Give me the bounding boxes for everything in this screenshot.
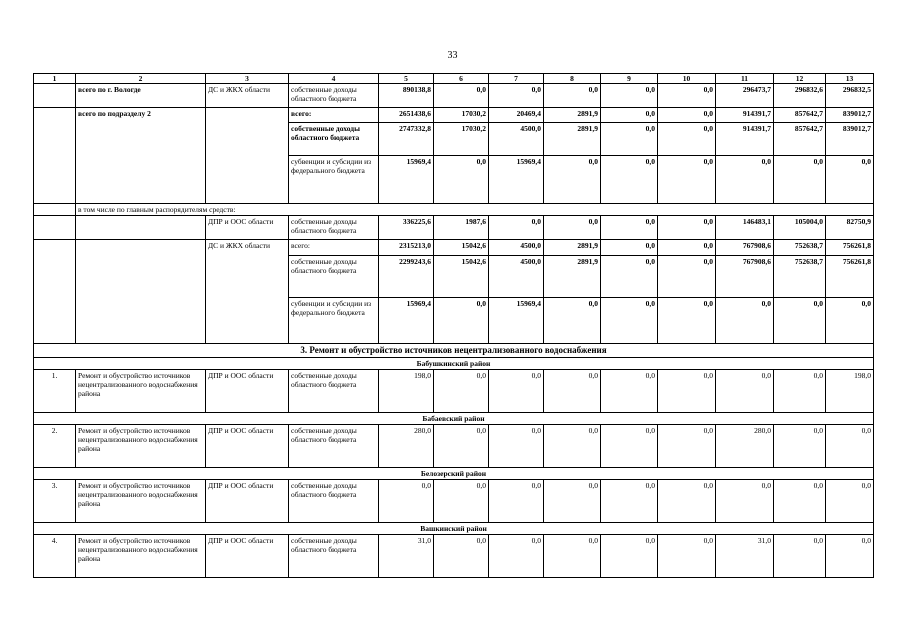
value-cell: 0,0: [774, 480, 826, 523]
table-row: [34, 216, 874, 240]
value-cell: 0,0: [658, 84, 716, 108]
value-cell: 2891,9: [544, 256, 601, 298]
source-cell: собственные доходы областного бюджета: [289, 256, 379, 298]
value-cell: 0,0: [658, 298, 716, 344]
item-name: Ремонт и обустройство источников нецентрализованного водоснабжения района: [76, 370, 206, 413]
value-cell: 0,0: [544, 216, 601, 240]
value-cell: 0,0: [489, 425, 544, 468]
value-cell: 0,0: [489, 480, 544, 523]
value-cell: 0,0: [544, 535, 601, 578]
budget-table: [33, 73, 874, 578]
value-cell: 0,0: [544, 84, 601, 108]
value-cell: 857642,7: [774, 108, 826, 123]
district-name: Бабаевский район: [34, 413, 874, 425]
value-cell: 0,0: [544, 480, 601, 523]
value-cell: 0,0: [601, 370, 658, 413]
value-cell: 0,0: [601, 425, 658, 468]
value-cell: 0,0: [601, 84, 658, 108]
value-cell: 0,0: [544, 298, 601, 344]
value-cell: 15042,6: [434, 240, 489, 256]
managers-note: в том числе по главным распорядителям средств:: [76, 204, 874, 216]
value-cell: 31,0: [716, 535, 774, 578]
value-cell: 2891,9: [544, 123, 601, 156]
table-cell: [34, 240, 76, 344]
table-row: [34, 74, 874, 84]
row-title: всего по г. Вологде: [76, 84, 206, 108]
table-cell: [34, 204, 76, 216]
column-header: 12: [774, 74, 826, 84]
table-row: [34, 240, 874, 256]
value-cell: 0,0: [489, 216, 544, 240]
value-cell: 752638,7: [774, 240, 826, 256]
value-cell: 105004,0: [774, 216, 826, 240]
value-cell: 198,0: [379, 370, 434, 413]
value-cell: 4500,0: [489, 123, 544, 156]
value-cell: 2315213,0: [379, 240, 434, 256]
table-row: [34, 344, 874, 358]
source-cell: субвенции и субсидии из федерального бюджета: [289, 156, 379, 204]
value-cell: 0,0: [774, 535, 826, 578]
value-cell: 0,0: [434, 156, 489, 204]
value-cell: 0,0: [434, 425, 489, 468]
value-cell: 0,0: [774, 425, 826, 468]
table-cell: [34, 108, 76, 204]
source-cell: собственные доходы областного бюджета: [289, 216, 379, 240]
value-cell: 0,0: [544, 370, 601, 413]
district-name: Белозерский район: [34, 468, 874, 480]
value-cell: 1987,6: [434, 216, 489, 240]
table-row: [34, 468, 874, 480]
org-cell: ДПР и ООС области: [206, 216, 289, 240]
value-cell: 0,0: [716, 480, 774, 523]
value-cell: 767908,6: [716, 256, 774, 298]
value-cell: 0,0: [434, 480, 489, 523]
column-header: 7: [489, 74, 544, 84]
source-cell: собственные доходы областного бюджета: [289, 84, 379, 108]
value-cell: 0,0: [601, 108, 658, 123]
value-cell: 31,0: [379, 535, 434, 578]
value-cell: 336225,6: [379, 216, 434, 240]
value-cell: 296832,6: [774, 84, 826, 108]
value-cell: 914391,7: [716, 123, 774, 156]
value-cell: 296832,5: [826, 84, 874, 108]
column-header: 11: [716, 74, 774, 84]
value-cell: 756261,8: [826, 256, 874, 298]
value-cell: 0,0: [716, 156, 774, 204]
value-cell: 0,0: [658, 480, 716, 523]
value-cell: 0,0: [601, 480, 658, 523]
column-header: 6: [434, 74, 489, 84]
table-row: [34, 523, 874, 535]
value-cell: 0,0: [774, 298, 826, 344]
table-row: [34, 358, 874, 370]
value-cell: 0,0: [601, 240, 658, 256]
value-cell: 198,0: [826, 370, 874, 413]
value-cell: 0,0: [826, 298, 874, 344]
value-cell: 0,0: [601, 216, 658, 240]
value-cell: 890138,8: [379, 84, 434, 108]
table-cell: [34, 84, 76, 108]
value-cell: 280,0: [716, 425, 774, 468]
value-cell: 4500,0: [489, 256, 544, 298]
org-cell: ДС и ЖКХ области: [206, 84, 289, 108]
value-cell: 2299243,6: [379, 256, 434, 298]
value-cell: 20469,4: [489, 108, 544, 123]
column-header: 13: [826, 74, 874, 84]
value-cell: 0,0: [434, 84, 489, 108]
source-cell: всего:: [289, 240, 379, 256]
source-cell: субвенции и субсидии из федерального бюджета: [289, 298, 379, 344]
source-cell: собственные доходы областного бюджета: [289, 480, 379, 523]
table-row: [34, 413, 874, 425]
value-cell: 0,0: [379, 480, 434, 523]
source-cell: собственные доходы областного бюджета: [289, 370, 379, 413]
value-cell: 0,0: [489, 84, 544, 108]
source-cell: всего:: [289, 108, 379, 123]
column-header: 8: [544, 74, 601, 84]
column-header: 1: [34, 74, 76, 84]
district-name: Вашкинский район: [34, 523, 874, 535]
value-cell: 0,0: [658, 216, 716, 240]
value-cell: 0,0: [658, 240, 716, 256]
value-cell: 2891,9: [544, 108, 601, 123]
table-row: [34, 204, 874, 216]
table-row: [34, 480, 874, 523]
value-cell: 4500,0: [489, 240, 544, 256]
org-cell: ДПР и ООС области: [206, 480, 289, 523]
value-cell: 914391,7: [716, 108, 774, 123]
table-cell: [34, 216, 76, 240]
value-cell: 296473,7: [716, 84, 774, 108]
source-cell: собственные доходы областного бюджета: [289, 123, 379, 156]
value-cell: 0,0: [716, 370, 774, 413]
source-cell: собственные доходы областного бюджета: [289, 535, 379, 578]
item-name: Ремонт и обустройство источников нецентрализованного водоснабжения района: [76, 425, 206, 468]
value-cell: 839012,7: [826, 123, 874, 156]
value-cell: 0,0: [658, 535, 716, 578]
column-header: 4: [289, 74, 379, 84]
value-cell: 0,0: [489, 535, 544, 578]
value-cell: 857642,7: [774, 123, 826, 156]
value-cell: 0,0: [489, 370, 544, 413]
column-header: 9: [601, 74, 658, 84]
value-cell: 82750,9: [826, 216, 874, 240]
value-cell: 17030,2: [434, 108, 489, 123]
org-cell: ДПР и ООС области: [206, 425, 289, 468]
value-cell: 0,0: [434, 370, 489, 413]
org-cell: ДС и ЖКХ области: [206, 240, 289, 344]
section-title: 3. Ремонт и обустройство источников нецентрализованного водоснабжения: [34, 344, 874, 358]
value-cell: 0,0: [601, 535, 658, 578]
value-cell: 0,0: [601, 156, 658, 204]
value-cell: 2747332,8: [379, 123, 434, 156]
table-row: [34, 84, 874, 108]
value-cell: 0,0: [601, 298, 658, 344]
value-cell: 2891,9: [544, 240, 601, 256]
item-number: 2.: [34, 425, 76, 468]
value-cell: 17030,2: [434, 123, 489, 156]
item-name: Ремонт и обустройство источников нецентрализованного водоснабжения района: [76, 480, 206, 523]
value-cell: 0,0: [658, 108, 716, 123]
value-cell: 0,0: [716, 298, 774, 344]
value-cell: 15969,4: [379, 156, 434, 204]
district-name: Бабушкинский район: [34, 358, 874, 370]
value-cell: 767908,6: [716, 240, 774, 256]
value-cell: 752638,7: [774, 256, 826, 298]
value-cell: 0,0: [601, 256, 658, 298]
value-cell: 0,0: [601, 123, 658, 156]
value-cell: 280,0: [379, 425, 434, 468]
value-cell: 0,0: [658, 256, 716, 298]
value-cell: 15042,6: [434, 256, 489, 298]
table-cell: [76, 216, 206, 240]
table-row: [34, 425, 874, 468]
column-header: 2: [76, 74, 206, 84]
page-number: 33: [447, 50, 458, 61]
value-cell: 0,0: [774, 370, 826, 413]
value-cell: 0,0: [658, 425, 716, 468]
value-cell: 146483,1: [716, 216, 774, 240]
item-name: Ремонт и обустройство источников нецентрализованного водоснабжения района: [76, 535, 206, 578]
value-cell: 0,0: [774, 156, 826, 204]
item-number: 1.: [34, 370, 76, 413]
value-cell: 839012,7: [826, 108, 874, 123]
value-cell: 0,0: [658, 156, 716, 204]
value-cell: 0,0: [658, 370, 716, 413]
value-cell: 15969,4: [489, 298, 544, 344]
value-cell: 15969,4: [489, 156, 544, 204]
item-number: 4.: [34, 535, 76, 578]
column-header: 3: [206, 74, 289, 84]
value-cell: 0,0: [826, 535, 874, 578]
row-title: всего по подразделу 2: [76, 108, 206, 204]
table-row: [34, 535, 874, 578]
value-cell: 0,0: [434, 298, 489, 344]
org-cell: ДПР и ООС области: [206, 370, 289, 413]
value-cell: 0,0: [544, 425, 601, 468]
table-cell: [206, 108, 289, 204]
value-cell: 756261,8: [826, 240, 874, 256]
value-cell: 0,0: [826, 480, 874, 523]
value-cell: 15969,4: [379, 298, 434, 344]
source-cell: собственные доходы областного бюджета: [289, 425, 379, 468]
value-cell: 0,0: [544, 156, 601, 204]
org-cell: ДПР и ООС области: [206, 535, 289, 578]
column-header: 5: [379, 74, 434, 84]
value-cell: 0,0: [826, 156, 874, 204]
value-cell: 2651438,6: [379, 108, 434, 123]
table-row: [34, 370, 874, 413]
column-header: 10: [658, 74, 716, 84]
table-row: [34, 108, 874, 123]
value-cell: 0,0: [434, 535, 489, 578]
item-number: 3.: [34, 480, 76, 523]
value-cell: 0,0: [658, 123, 716, 156]
value-cell: 0,0: [826, 425, 874, 468]
table-cell: [76, 240, 206, 344]
